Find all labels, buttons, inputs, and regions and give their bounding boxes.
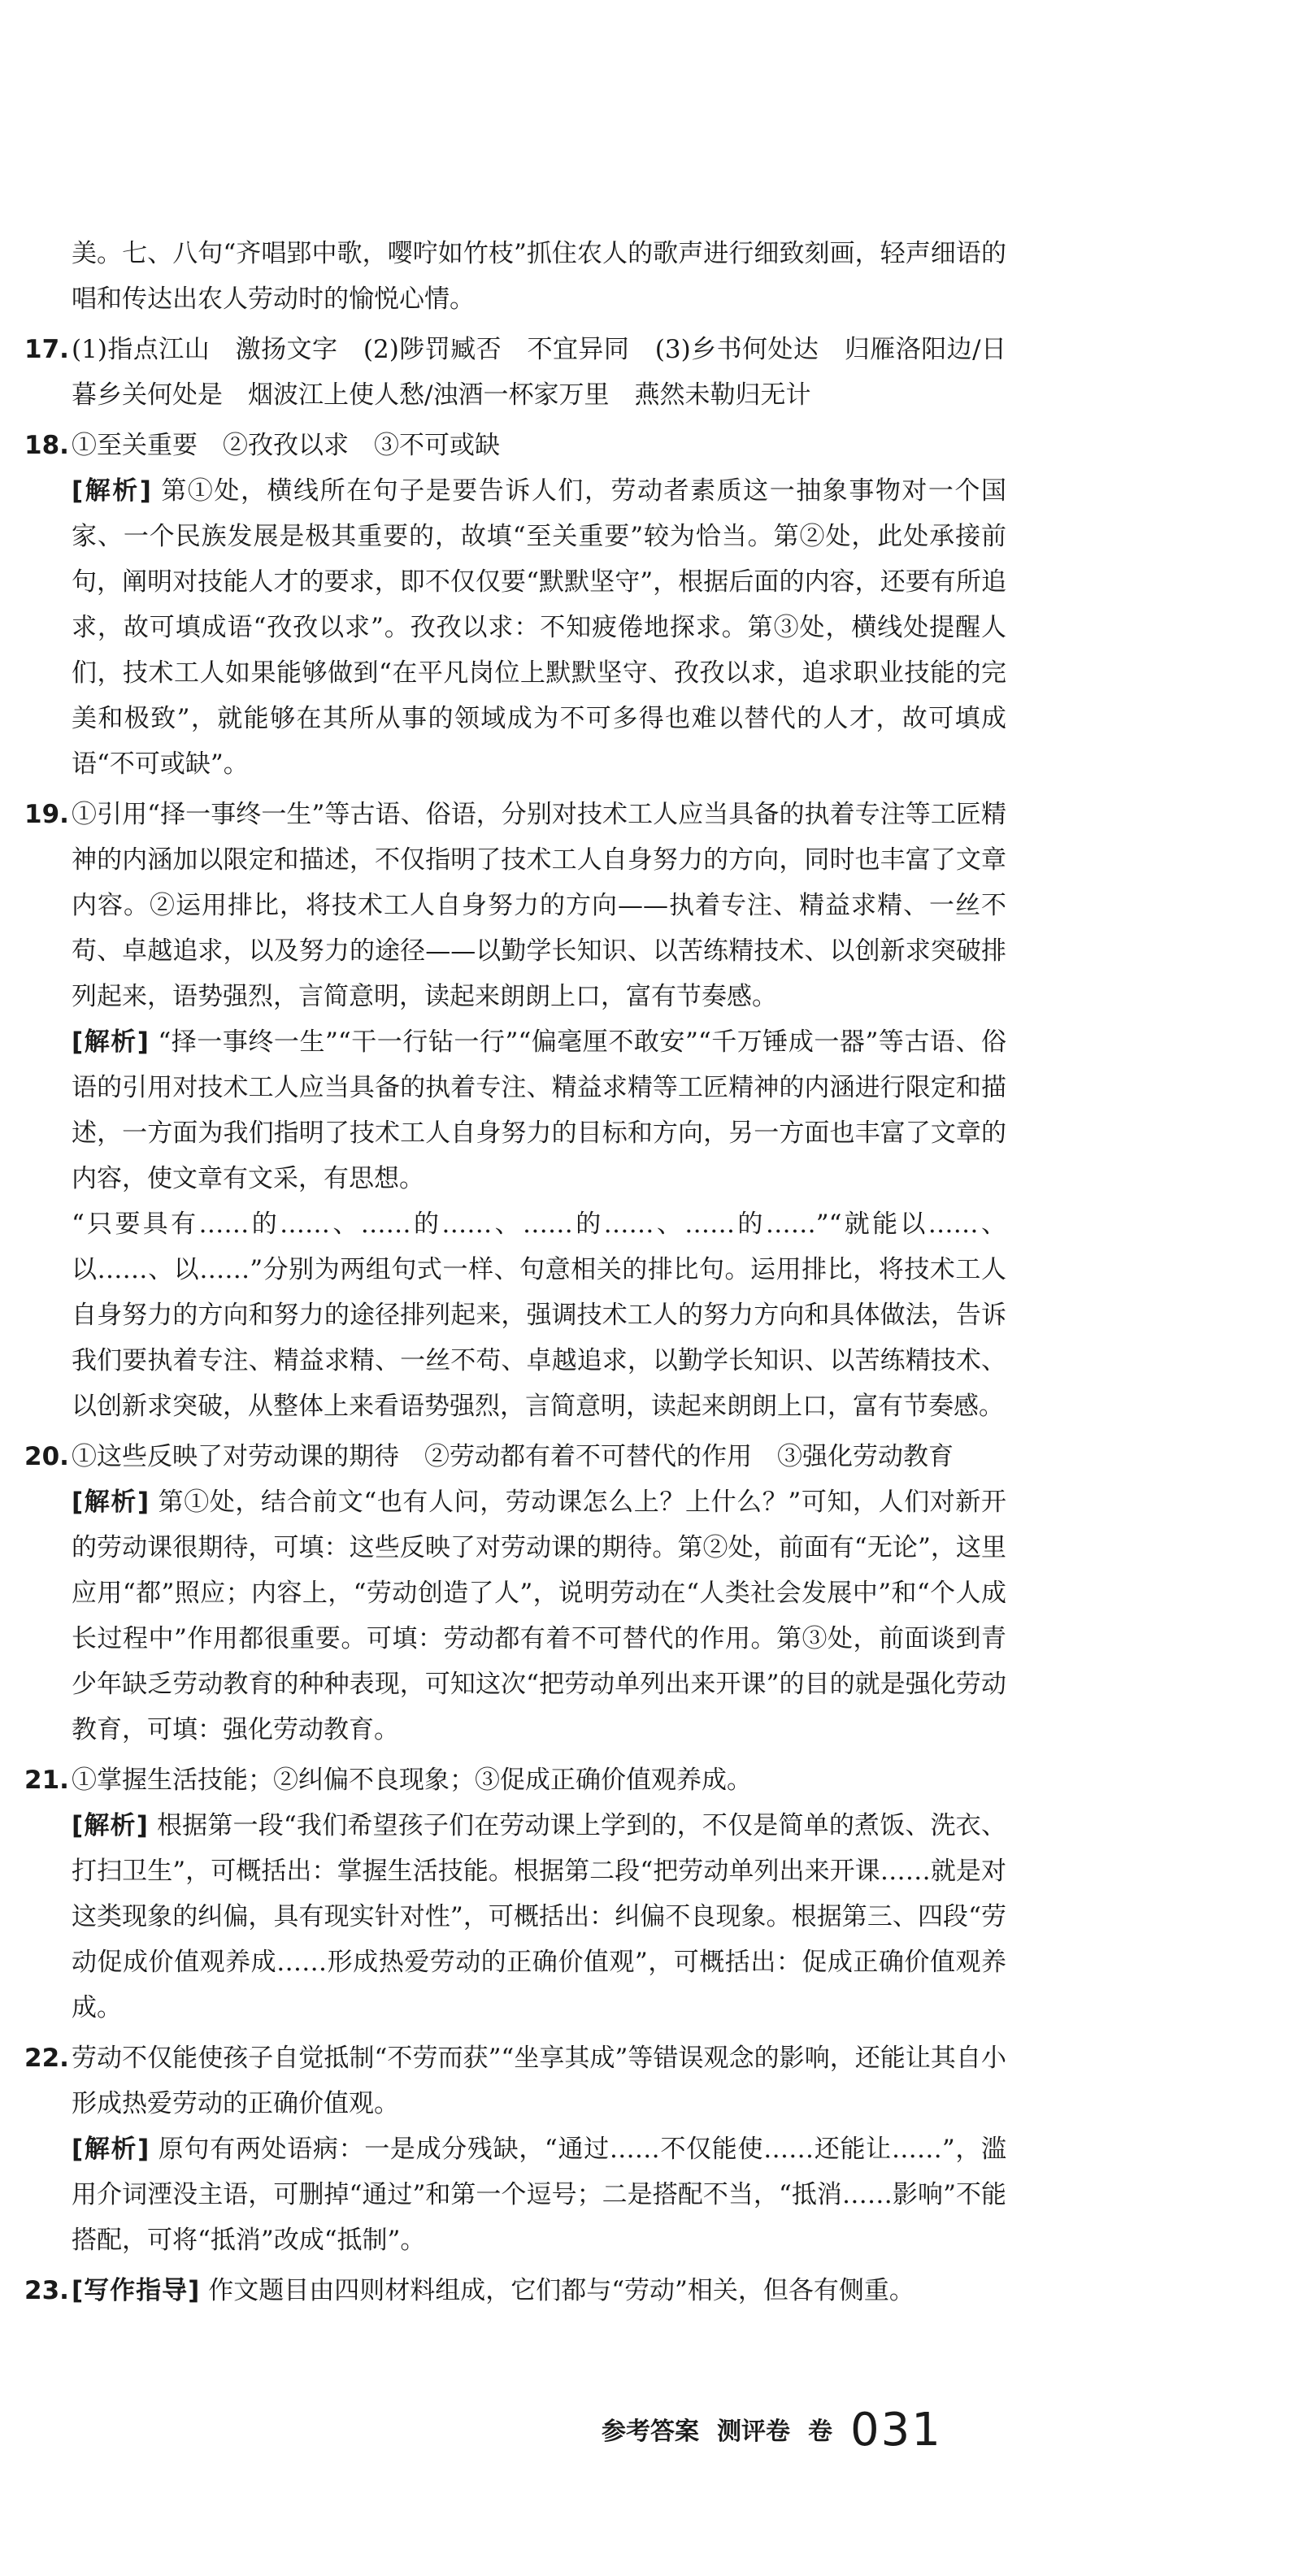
answer-item [24,2035,1006,2263]
question-number: 17. [24,335,69,364]
footer-series-label: 测评卷 [717,2417,790,2446]
analysis-text: 第①处，横线所在句子是要告诉人们，劳动者素质这一抽象事物对一个国家、一个民族发展是极其重要的，故填“至关重要”较为恰当。第②处，此处承接前句，阐明对技能人才的要求，即不仅仅要“默默坚守”，根据后面的内容，还要有所追求，故可填成语“孜孜以求”。孜孜以求：不知疲倦地探求。第③处，横线处提醒人们，技术工人如果能够做到“在平凡岗位上默默坚守、孜孜以求，追求职业技能的完美和极致”，就能够在其所从事的领域成为不可多得也难以替代的人才，故可填成语“不可或缺”。 [72,476,1007,779]
answer-text: ①掌握生活技能；②纠偏不良现象；③促成正确价值观养成。 [72,1766,752,1795]
analysis-paragraph [72,1019,1006,1201]
answer-item [24,327,1006,418]
answer-text: ①至关重要 ②孜孜以求 ③不可或缺 [72,431,500,460]
question-number: 18. [24,431,69,460]
answer-text: 劳动不仅能使孩子自觉抵制“不劳而获”“坐享其成”等错误观念的影响，还能让其自小形成热爱劳动的正确价值观。 [72,2044,1006,2118]
answer-item [24,1757,1006,2031]
analysis-tag: [写作指导] [72,2276,201,2305]
analysis-paragraph [72,1803,1006,2031]
page-footer [602,2388,942,2457]
analysis-text: 第①处，结合前文“也有人问，劳动课怎么上？上什么？”可知，人们对新开的劳动课很期待，可填：这些反映了对劳动课的期待。第②处，前面有“无论”，这里应用“都”照应；内容上，“劳动创造了人”，说明劳动在“人类社会发展中”和“个人成长过程中”作用都很重要。可填：劳动都有着不可替代的作用。第③处，前面谈到青少年缺乏劳动教育的种种表现，可知这次“把劳动单列出来开课”的目的就是强化劳动教育，可填：强化劳动教育。 [72,1488,1006,1744]
question-number: 19. [24,800,69,829]
analysis-paragraph [72,1201,1006,1429]
analysis-tag: [解析] [72,476,152,506]
answer-item [24,792,1006,1429]
analysis-text: 作文题目由四则材料组成，它们都与“劳动”相关，但各有侧重。 [208,2276,914,2305]
answer-text: (1)指点江山 激扬文字 (2)陟罚臧否 不宜异同 (3)乡书何处达 归雁洛阳边/日暮乡关何处是 烟波江上使人愁/浊酒一杯家万里 燕然未勒归无计 [72,335,1006,410]
analysis-paragraph [72,2126,1006,2263]
analysis-paragraph [72,2268,1006,2313]
page-number: 031 [850,2404,942,2457]
analysis-tag: [解析] [72,1488,150,1517]
analysis-text: “只要具有……的……、……的……、……的……、……的……”“就能以……、以……、以……”分别为两组句式一样、句意相关的排比句。运用排比，将技术工人自身努力的方向和努力的途径排列起来，强调技术工人的努力方向和具体做法，告诉我们要执着专注、精益求精、一丝不苟、卓越追求，以勤学长知识、以苦练精技术、以创新求突破，从整体上来看语势强烈，言简意明，读起来朗朗上口，富有节奏感。 [72,1210,1006,1421]
answer-item [24,2268,1006,2313]
analysis-text: 根据第一段“我们希望孩子们在劳动课上学到的，不仅是简单的煮饭、洗衣、打扫卫生”，可概括出：掌握生活技能。根据第二段“把劳动单列出来开课……就是对这类现象的纠偏，具有现实针对性”，可概括出：纠偏不良现象。根据第三、四段“劳动促成价值观养成……形成热爱劳动的正确价值观”，可概括出：促成正确价值观养成。 [72,1811,1006,2022]
footer-answers-label: 参考答案 [602,2417,699,2446]
question-number: 21. [24,1766,69,1795]
answer-item [72,231,1006,322]
answer-content [24,231,1007,2318]
analysis-paragraph [72,1479,1006,1753]
question-number: 23. [24,2276,69,2305]
answer-text: 美。七、八句“齐唱郢中歌，嘤咛如竹枝”抓住农人的歌声进行细致刻画，轻声细语的唱和传达出农人劳动时的愉悦心情。 [72,239,1006,314]
analysis-tag: [解析] [72,2135,150,2164]
analysis-tag: [解析] [72,1027,150,1057]
question-number: 20. [24,1442,69,1471]
analysis-tag: [解析] [72,1811,149,1840]
answer-text: ①这些反映了对劳动课的期待 ②劳动都有着不可替代的作用 ③强化劳动教育 [72,1442,954,1471]
answer-text: ①引用“择一事终一生”等古语、俗语，分别对技术工人应当具备的执着专注等工匠精神的内涵加以限定和描述，不仅指明了技术工人自身努力的方向，同时也丰富了文章内容。②运用排比，将技术工人自身努力的方向——执着专注、精益求精、一丝不苟、卓越追求，以及努力的途径——以勤学长知识、以苦练精技术、以创新求突破排列起来，语势强烈，言简意明，读起来朗朗上口，富有节奏感。 [72,800,1006,1011]
answer-item [24,423,1007,787]
analysis-text: “择一事终一生”“干一行钻一行”“偏毫厘不敢安”“千万锤成一器”等古语、俗语的引用对技术工人应当具备的执着专注、精益求精等工匠精神的内涵进行限定和描述，一方面为我们指明了技术工人自身努力的目标和方向，另一方面也丰富了文章的内容，使文章有文采，有思想。 [72,1027,1006,1193]
answer-item [24,1434,1006,1753]
question-number: 22. [24,2044,69,2073]
footer-volume-label: 卷 [808,2417,832,2446]
analysis-paragraph [72,468,1006,787]
analysis-text: 原句有两处语病：一是成分残缺，“通过……不仅能使……还能让……”，滥用介词湮没主语，可删掉“通过”和第一个逗号；二是搭配不当，“抵消……影响”不能搭配，可将“抵消”改成“抵制”。 [72,2135,1006,2255]
